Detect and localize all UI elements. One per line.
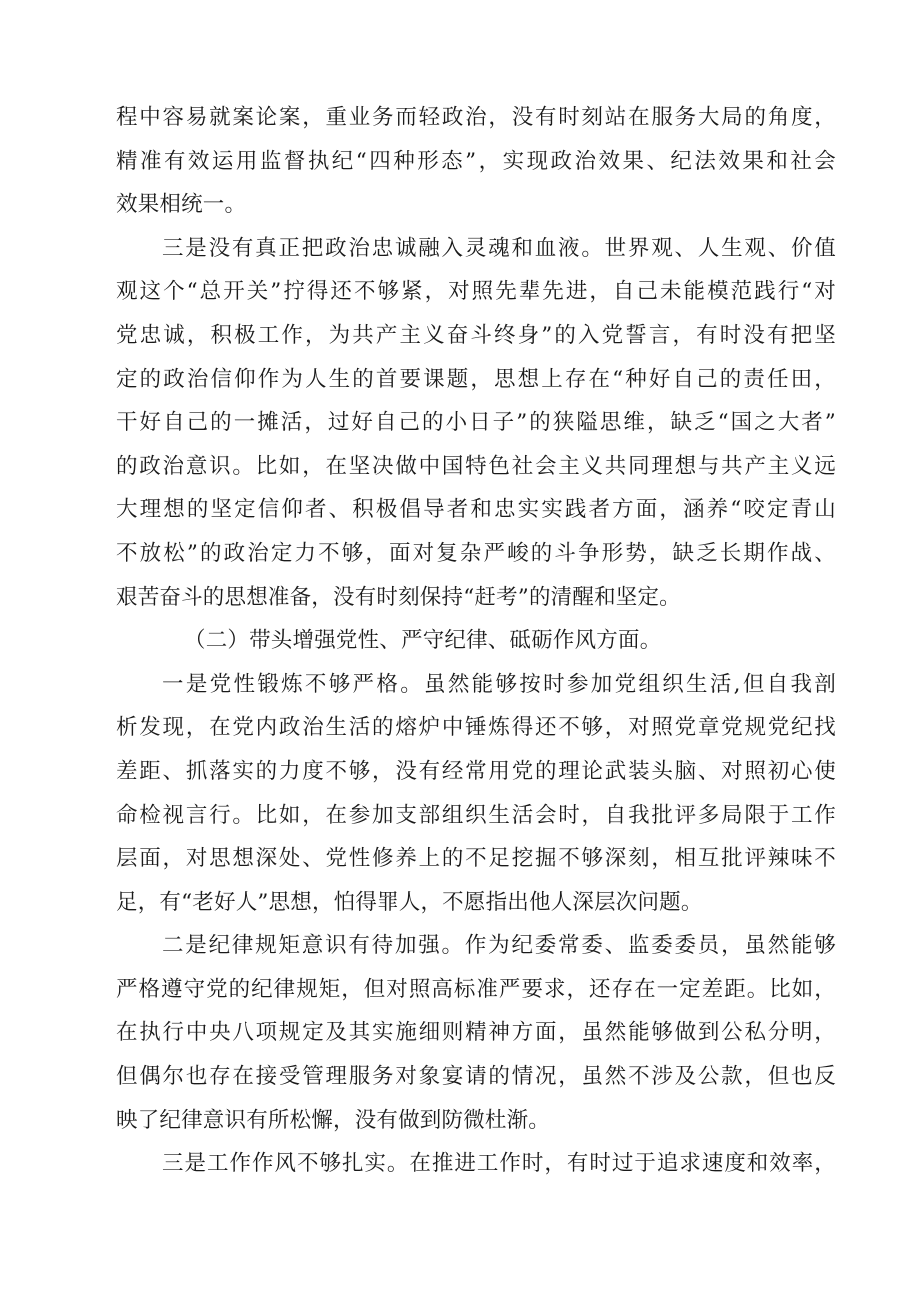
text-line: 析发现，在党内政治生活的熔炉中锤炼得还不够，对照党章党规党纪找: [116, 715, 836, 741]
section-heading: （二）带头增强党性、严守纪律、砥砺作风方面。: [184, 628, 662, 654]
text-line: 大理想的坚定信仰者、积极倡导者和忠实实践者方面，涵养“咬定青山: [116, 497, 836, 523]
text-line: 三是工作作风不够扎实。在推进工作时，有时过于追求速度和效率，: [162, 1151, 836, 1177]
text-line: 一是党性锻炼不够严格。虽然能够按时参加党组织生活,但自我剖: [162, 671, 836, 697]
text-line: 足，有“老好人”思想，怕得罪人，不愿指出他人深层次问题。: [116, 889, 703, 915]
text-line: 的政治意识。比如，在坚决做中国特色社会主义共同理想与共产主义远: [116, 453, 836, 479]
text-line: 在执行中央八项规定及其实施细则精神方面，虽然能够做到公私分明，: [116, 1020, 836, 1046]
text-line: 严格遵守党的纪律规矩，但对照高标准严要求，还存在一定差距。比如，: [116, 976, 836, 1002]
text-line: 三是没有真正把政治忠诚融入灵魂和血液。世界观、人生观、价值: [162, 235, 836, 261]
text-line: 命检视言行。比如，在参加支部组织生活会时，自我批评多局限于工作: [116, 802, 836, 828]
text-line: 不放松”的政治定力不够，面对复杂严峻的斗争形势，缺乏长期作战、: [116, 540, 836, 566]
text-line: 程中容易就案论案，重业务而轻政治，没有时刻站在服务大局的角度，: [116, 105, 836, 130]
text-line: 层面，对思想深处、党性修养上的不足挖掘不够深刻，相互批评辣味不: [116, 846, 836, 872]
text-line: 二是纪律规矩意识有待加强。作为纪委常委、监委委员，虽然能够: [162, 933, 836, 959]
text-line: 效果相统一。: [116, 192, 247, 218]
text-line: 艰苦奋斗的思想准备，没有时刻保持“赶考”的清醒和坚定。: [116, 584, 681, 610]
text-line: 但偶尔也存在接受管理服务对象宴请的情况，虽然不涉及公款，但也反: [116, 1064, 836, 1090]
text-line: 差距、抓落实的力度不够，没有经常用党的理论武装头脑、对照初心使: [116, 758, 836, 784]
text-line: 映了纪律意识有所松懈，没有做到防微杜渐。: [116, 1107, 551, 1133]
text-line: 干好自己的一摊活，过好自己的小日子”的狭隘思维，缺乏“国之大者”: [116, 410, 836, 436]
document-page: [116, 96, 836, 1186]
text-line: 党忠诚，积极工作，为共产主义奋斗终身”的入党誓言，有时没有把坚: [116, 322, 836, 348]
text-line: 定的政治信仰作为人生的首要课题，思想上存在“种好自己的责任田，: [116, 366, 836, 392]
text-line: 精准有效运用监督执纪“四种形态”，实现政治效果、纪法效果和社会: [116, 148, 836, 174]
text-line: 观这个“总开关”拧得还不够紧，对照先辈先进，自己未能模范践行“对: [116, 279, 836, 305]
